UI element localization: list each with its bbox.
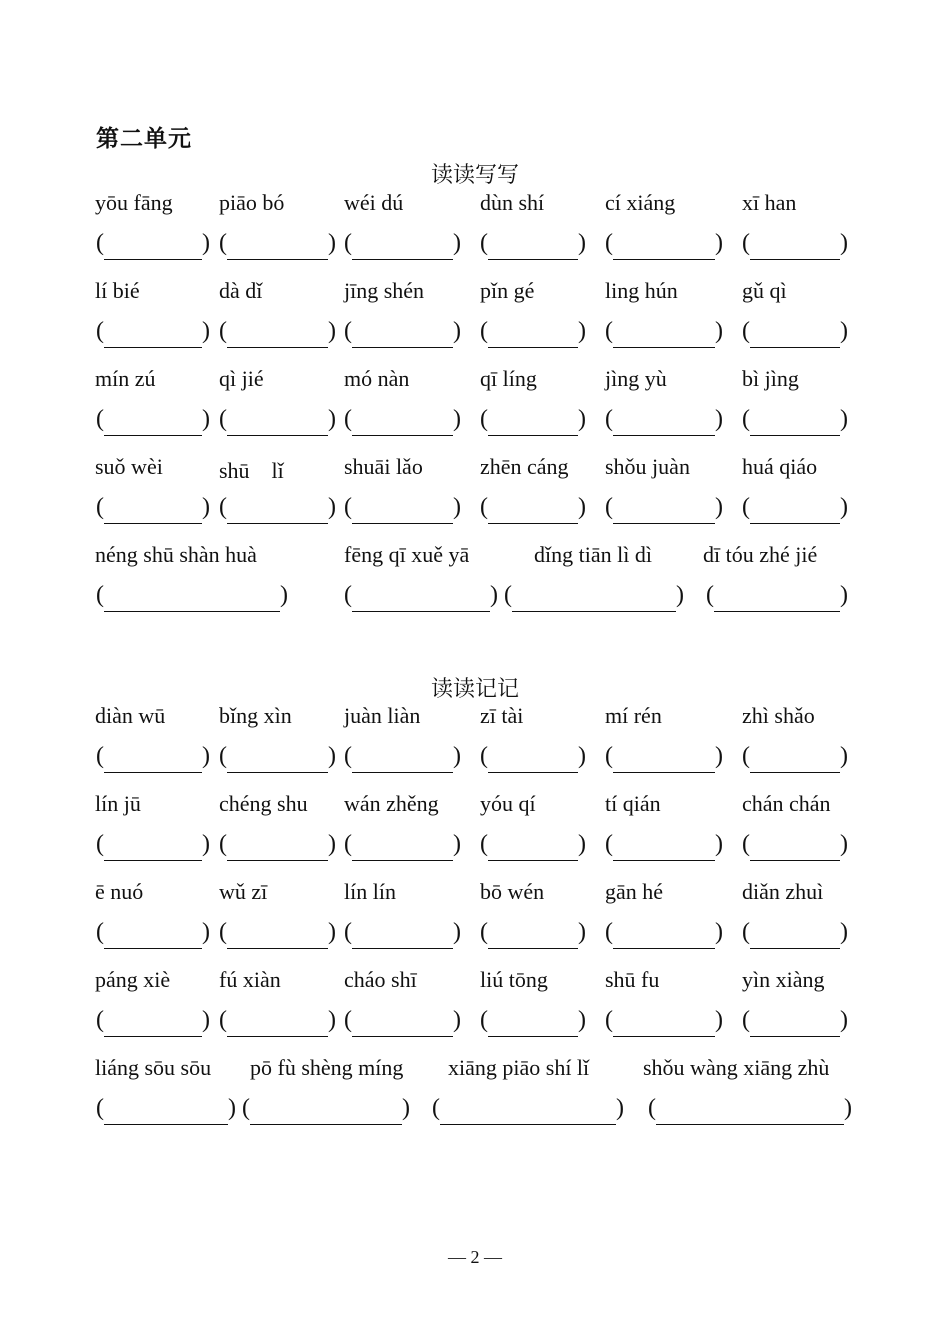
pinyin-prompt: xī han (742, 190, 797, 215)
answer-blank[interactable] (96, 1095, 236, 1127)
answer-blank[interactable] (742, 494, 848, 526)
close-paren: ) (328, 494, 336, 520)
close-paren: ) (844, 1095, 852, 1121)
pinyin-prompt: wéi dú (344, 190, 404, 215)
open-paren: ( (344, 318, 352, 344)
close-paren: ) (840, 318, 848, 344)
pinyin-prompt: suǒ wèi (95, 454, 163, 479)
pinyin-prompt: diàn wū (95, 703, 166, 728)
open-paren: ( (344, 494, 352, 520)
pinyin-prompt: liú tōng (480, 967, 548, 992)
open-paren: ( (742, 831, 750, 857)
answer-blank[interactable] (219, 831, 336, 863)
open-paren: ( (605, 743, 613, 769)
close-paren: ) (578, 406, 586, 432)
answer-line[interactable] (227, 523, 328, 524)
close-paren: ) (453, 831, 461, 857)
answer-blank[interactable] (219, 494, 336, 526)
open-paren: ( (219, 230, 227, 256)
answer-blank[interactable] (242, 1095, 410, 1127)
open-paren: ( (96, 831, 104, 857)
close-paren: ) (578, 494, 586, 520)
answer-line[interactable] (352, 523, 453, 524)
pinyin-prompt: lín jū (95, 791, 141, 816)
answer-blank[interactable] (605, 318, 723, 350)
close-paren: ) (840, 1007, 848, 1033)
close-paren: ) (578, 230, 586, 256)
answer-blank[interactable] (344, 831, 461, 863)
open-paren: ( (742, 406, 750, 432)
answer-line[interactable] (750, 772, 840, 773)
pinyin-prompt: ē nuó (95, 879, 144, 904)
answer-line[interactable] (613, 772, 715, 773)
open-paren: ( (605, 1007, 613, 1033)
section-title: 读读写写 (430, 163, 519, 188)
pinyin-prompt: néng shū shàn huà (95, 542, 257, 567)
close-paren: ) (328, 318, 336, 344)
pinyin-prompt: shǒu wàng xiāng zhù (643, 1055, 830, 1080)
open-paren: ( (742, 230, 750, 256)
answer-blank[interactable] (344, 406, 461, 438)
pinyin-prompt: bō wén (480, 879, 545, 904)
pinyin-prompt: shuāi lǎo (344, 454, 423, 479)
close-paren: ) (715, 494, 723, 520)
answer-line[interactable] (352, 948, 453, 949)
answer-blank[interactable] (648, 1095, 852, 1127)
answer-line[interactable] (227, 435, 328, 436)
pinyin-prompt: lín lín (344, 879, 396, 904)
open-paren: ( (219, 318, 227, 344)
answer-line[interactable] (613, 435, 715, 436)
close-paren: ) (676, 582, 684, 608)
open-paren: ( (605, 230, 613, 256)
close-paren: ) (202, 406, 210, 432)
answer-line[interactable] (488, 347, 578, 348)
answer-blank[interactable] (605, 406, 723, 438)
answer-line[interactable] (227, 259, 328, 260)
answer-blank[interactable] (344, 494, 461, 526)
pinyin-prompt: mí rén (605, 703, 662, 728)
answer-line[interactable] (352, 259, 453, 260)
open-paren: ( (742, 494, 750, 520)
open-paren: ( (344, 831, 352, 857)
answer-blank[interactable] (605, 494, 723, 526)
pinyin-prompt: chán chán (742, 791, 831, 816)
answer-line[interactable] (750, 1036, 840, 1037)
close-paren: ) (202, 919, 210, 945)
open-paren: ( (742, 318, 750, 344)
close-paren: ) (202, 494, 210, 520)
answer-blank[interactable] (344, 919, 461, 951)
unit-title: 第二单元 (96, 126, 192, 152)
pinyin-prompt: shǒu juàn (605, 454, 690, 479)
answer-blank[interactable] (344, 582, 498, 614)
answer-line[interactable] (613, 259, 715, 260)
answer-line[interactable] (750, 435, 840, 436)
answer-blank[interactable] (605, 831, 723, 863)
answer-blank[interactable] (432, 1095, 624, 1127)
open-paren: ( (480, 230, 488, 256)
pinyin-prompt: pǐn gé (480, 278, 535, 303)
answer-blank[interactable] (480, 230, 586, 262)
answer-line[interactable] (104, 1124, 228, 1125)
answer-line[interactable] (227, 347, 328, 348)
open-paren: ( (344, 743, 352, 769)
close-paren: ) (578, 318, 586, 344)
open-paren: ( (605, 919, 613, 945)
close-paren: ) (715, 406, 723, 432)
answer-line[interactable] (352, 347, 453, 348)
close-paren: ) (328, 406, 336, 432)
pinyin-prompt: gān hé (605, 879, 664, 904)
open-paren: ( (344, 582, 352, 608)
answer-blank[interactable] (480, 831, 586, 863)
open-paren: ( (706, 582, 714, 608)
open-paren: ( (480, 406, 488, 432)
answer-blank[interactable] (96, 1007, 210, 1039)
pinyin-prompt: bǐng xìn (219, 703, 292, 728)
answer-line[interactable] (488, 772, 578, 773)
answer-line[interactable] (352, 860, 453, 861)
answer-blank[interactable] (480, 406, 586, 438)
close-paren: ) (202, 1007, 210, 1033)
pinyin-prompt: gǔ qì (742, 278, 787, 303)
open-paren: ( (480, 1007, 488, 1033)
answer-blank[interactable] (504, 582, 684, 614)
open-paren: ( (480, 831, 488, 857)
answer-blank[interactable] (742, 919, 848, 951)
close-paren: ) (328, 919, 336, 945)
answer-line[interactable] (714, 611, 840, 612)
answer-blank[interactable] (742, 831, 848, 863)
answer-line[interactable] (104, 435, 202, 436)
close-paren: ) (578, 919, 586, 945)
close-paren: ) (715, 1007, 723, 1033)
close-paren: ) (453, 919, 461, 945)
pinyin-prompt: lí bié (95, 278, 140, 303)
close-paren: ) (715, 743, 723, 769)
pinyin-prompt: ling hún (605, 278, 678, 303)
answer-blank[interactable] (480, 318, 586, 350)
answer-line[interactable] (488, 523, 578, 524)
close-paren: ) (202, 230, 210, 256)
close-paren: ) (402, 1095, 410, 1121)
answer-line[interactable] (440, 1124, 616, 1125)
pinyin-prompt: zhēn cáng (480, 454, 569, 479)
pinyin-prompt: shū fu (605, 967, 660, 992)
close-paren: ) (840, 494, 848, 520)
answer-blank[interactable] (96, 919, 210, 951)
answer-blank[interactable] (742, 406, 848, 438)
pinyin-prompt: shū lǐ (219, 458, 284, 483)
open-paren: ( (742, 1007, 750, 1033)
answer-blank[interactable] (96, 831, 210, 863)
close-paren: ) (328, 1007, 336, 1033)
answer-line[interactable] (227, 948, 328, 949)
close-paren: ) (578, 1007, 586, 1033)
close-paren: ) (453, 494, 461, 520)
answer-line[interactable] (352, 772, 453, 773)
pinyin-prompt: tí qián (605, 791, 661, 816)
answer-blank[interactable] (605, 230, 723, 262)
close-paren: ) (328, 743, 336, 769)
answer-line[interactable] (750, 523, 840, 524)
answer-line[interactable] (656, 1124, 844, 1125)
answer-line[interactable] (613, 860, 715, 861)
close-paren: ) (840, 831, 848, 857)
pinyin-prompt: yōu fāng (95, 190, 173, 215)
answer-blank[interactable] (219, 406, 336, 438)
answer-line[interactable] (104, 259, 202, 260)
open-paren: ( (605, 406, 613, 432)
open-paren: ( (96, 743, 104, 769)
pinyin-prompt: páng xiè (95, 967, 171, 992)
pinyin-prompt: xiāng piāo shí lǐ (448, 1055, 590, 1080)
open-paren: ( (480, 494, 488, 520)
close-paren: ) (328, 831, 336, 857)
pinyin-prompt: huá qiáo (742, 454, 818, 479)
answer-blank[interactable] (480, 919, 586, 951)
open-paren: ( (219, 494, 227, 520)
answer-blank[interactable] (96, 318, 210, 350)
open-paren: ( (742, 743, 750, 769)
open-paren: ( (96, 582, 104, 608)
answer-blank[interactable] (96, 582, 288, 614)
close-paren: ) (228, 1095, 236, 1121)
pinyin-prompt: dǐng tiān lì dì (534, 542, 652, 567)
section-title: 读读记记 (430, 677, 519, 702)
answer-blank[interactable] (96, 230, 210, 262)
close-paren: ) (715, 831, 723, 857)
answer-line[interactable] (750, 259, 840, 260)
answer-line[interactable] (104, 523, 202, 524)
page-number: — 2 — (448, 1247, 502, 1267)
answer-blank[interactable] (742, 743, 848, 775)
answer-line[interactable] (250, 1124, 402, 1125)
answer-line[interactable] (488, 259, 578, 260)
pinyin-prompt: mó nàn (344, 366, 410, 391)
answer-line[interactable] (104, 860, 202, 861)
open-paren: ( (344, 406, 352, 432)
answer-blank[interactable] (219, 919, 336, 951)
open-paren: ( (219, 743, 227, 769)
pinyin-prompt: liáng sōu sōu (95, 1055, 212, 1080)
pinyin-prompt: dī tóu zhé jié (703, 542, 818, 567)
answer-blank[interactable] (344, 743, 461, 775)
answer-blank[interactable] (219, 318, 336, 350)
answer-line[interactable] (750, 860, 840, 861)
close-paren: ) (328, 230, 336, 256)
close-paren: ) (840, 406, 848, 432)
answer-line[interactable] (227, 772, 328, 773)
answer-line[interactable] (104, 772, 202, 773)
pinyin-prompt: dùn shí (480, 190, 545, 215)
answer-line[interactable] (488, 435, 578, 436)
pinyin-prompt: fú xiàn (219, 967, 281, 992)
answer-blank[interactable] (344, 1007, 461, 1039)
close-paren: ) (202, 318, 210, 344)
open-paren: ( (344, 919, 352, 945)
pinyin-prompt: dà dǐ (219, 278, 263, 303)
close-paren: ) (616, 1095, 624, 1121)
open-paren: ( (605, 318, 613, 344)
open-paren: ( (344, 230, 352, 256)
answer-line[interactable] (227, 1036, 328, 1037)
close-paren: ) (840, 582, 848, 608)
open-paren: ( (605, 831, 613, 857)
answer-blank[interactable] (344, 230, 461, 262)
answer-line[interactable] (488, 860, 578, 861)
answer-blank[interactable] (706, 582, 848, 614)
answer-blank[interactable] (344, 318, 461, 350)
answer-line[interactable] (613, 1036, 715, 1037)
pinyin-prompt: juàn liàn (344, 703, 421, 728)
close-paren: ) (453, 230, 461, 256)
close-paren: ) (840, 743, 848, 769)
answer-blank[interactable] (96, 406, 210, 438)
close-paren: ) (840, 919, 848, 945)
pinyin-prompt: cí xiáng (605, 190, 676, 215)
pinyin-prompt: bì jìng (742, 366, 799, 391)
close-paren: ) (715, 230, 723, 256)
answer-blank[interactable] (480, 743, 586, 775)
close-paren: ) (715, 919, 723, 945)
close-paren: ) (578, 743, 586, 769)
answer-blank[interactable] (96, 743, 210, 775)
open-paren: ( (96, 919, 104, 945)
open-paren: ( (219, 406, 227, 432)
open-paren: ( (96, 406, 104, 432)
pinyin-prompt: fēng qī xuě yā (344, 542, 470, 567)
close-paren: ) (202, 743, 210, 769)
answer-line[interactable] (227, 860, 328, 861)
answer-line[interactable] (613, 523, 715, 524)
close-paren: ) (840, 230, 848, 256)
open-paren: ( (219, 831, 227, 857)
open-paren: ( (504, 582, 512, 608)
pinyin-prompt: wán zhěng (344, 791, 439, 816)
pinyin-prompt: qì jié (219, 366, 264, 391)
pinyin-prompt: jīng shén (344, 278, 425, 303)
pinyin-prompt: wǔ zī (219, 879, 268, 904)
close-paren: ) (453, 743, 461, 769)
answer-line[interactable] (352, 435, 453, 436)
answer-line[interactable] (488, 1036, 578, 1037)
pinyin-prompt: qī líng (480, 366, 537, 391)
answer-blank[interactable] (219, 1007, 336, 1039)
answer-blank[interactable] (219, 743, 336, 775)
open-paren: ( (742, 919, 750, 945)
answer-line[interactable] (613, 948, 715, 949)
answer-line[interactable] (512, 611, 676, 612)
open-paren: ( (648, 1095, 656, 1121)
pinyin-prompt: diǎn zhuì (742, 879, 824, 904)
answer-blank[interactable] (605, 743, 723, 775)
answer-line[interactable] (352, 1036, 453, 1037)
answer-blank[interactable] (742, 230, 848, 262)
answer-line[interactable] (352, 611, 490, 612)
open-paren: ( (96, 318, 104, 344)
answer-line[interactable] (104, 948, 202, 949)
answer-blank[interactable] (742, 1007, 848, 1039)
answer-line[interactable] (104, 347, 202, 348)
close-paren: ) (453, 1007, 461, 1033)
answer-blank[interactable] (219, 230, 336, 262)
open-paren: ( (242, 1095, 250, 1121)
open-paren: ( (96, 230, 104, 256)
open-paren: ( (219, 919, 227, 945)
close-paren: ) (490, 582, 498, 608)
open-paren: ( (96, 494, 104, 520)
answer-blank[interactable] (96, 494, 210, 526)
pinyin-prompt: yìn xiàng (742, 967, 825, 992)
close-paren: ) (280, 582, 288, 608)
close-paren: ) (578, 831, 586, 857)
pinyin-prompt: jìng yù (605, 366, 667, 391)
open-paren: ( (219, 1007, 227, 1033)
pinyin-prompt: yóu qí (480, 791, 536, 816)
answer-blank[interactable] (742, 318, 848, 350)
close-paren: ) (202, 831, 210, 857)
answer-blank[interactable] (605, 919, 723, 951)
answer-blank[interactable] (480, 494, 586, 526)
close-paren: ) (715, 318, 723, 344)
answer-line[interactable] (488, 948, 578, 949)
pinyin-prompt: cháo shī (344, 967, 417, 992)
open-paren: ( (96, 1007, 104, 1033)
open-paren: ( (344, 1007, 352, 1033)
pinyin-prompt: mín zú (95, 366, 156, 391)
answer-line[interactable] (613, 347, 715, 348)
open-paren: ( (96, 1095, 104, 1121)
close-paren: ) (453, 406, 461, 432)
pinyin-prompt: zhì shǎo (742, 703, 815, 728)
answer-line[interactable] (750, 347, 840, 348)
pinyin-prompt: piāo bó (219, 190, 285, 215)
open-paren: ( (480, 919, 488, 945)
close-paren: ) (453, 318, 461, 344)
pinyin-prompt: chéng shu (219, 791, 308, 816)
open-paren: ( (605, 494, 613, 520)
answer-line[interactable] (750, 948, 840, 949)
open-paren: ( (480, 318, 488, 344)
answer-line[interactable] (104, 611, 280, 612)
pinyin-prompt: pō fù shèng míng (250, 1055, 404, 1080)
answer-blank[interactable] (605, 1007, 723, 1039)
answer-line[interactable] (104, 1036, 202, 1037)
pinyin-prompt: zī tài (480, 703, 524, 728)
open-paren: ( (480, 743, 488, 769)
open-paren: ( (432, 1095, 440, 1121)
answer-blank[interactable] (480, 1007, 586, 1039)
